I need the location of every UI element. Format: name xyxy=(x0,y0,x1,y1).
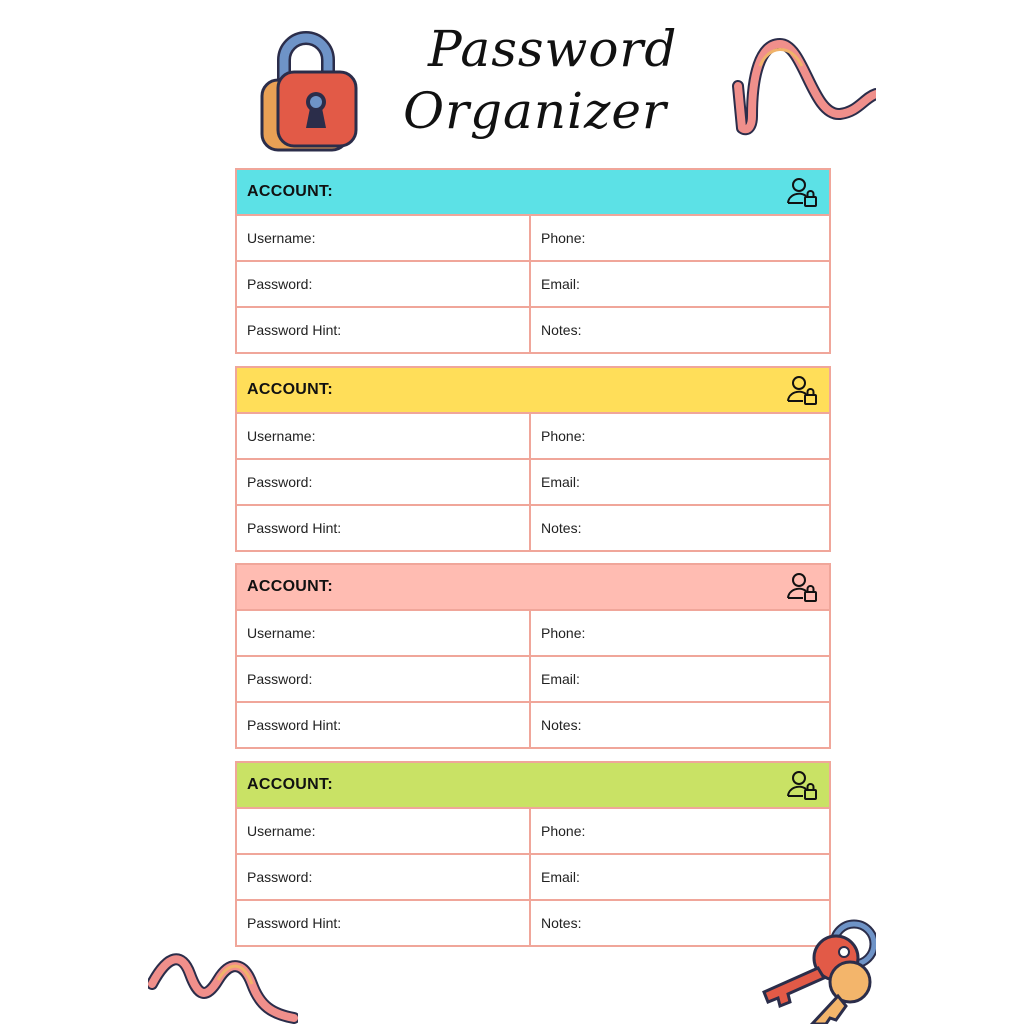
email-field[interactable]: Email: xyxy=(541,671,580,687)
table-row xyxy=(237,809,829,855)
password-hint-field[interactable]: Password Hint: xyxy=(237,703,531,747)
table-row xyxy=(237,855,829,901)
table-row xyxy=(237,506,829,550)
password-hint-field[interactable]: Password Hint: xyxy=(237,308,531,352)
email-field[interactable]: Email: xyxy=(541,869,580,885)
account-card-2 xyxy=(235,366,831,552)
table-row xyxy=(237,657,829,703)
account-header xyxy=(237,763,829,809)
phone-field[interactable]: Phone: xyxy=(541,428,586,444)
account-label: ACCOUNT: xyxy=(247,381,333,398)
user-lock-icon xyxy=(785,768,819,802)
organizer-page xyxy=(148,0,876,1024)
email-field[interactable]: Email: xyxy=(541,474,580,490)
username-field[interactable]: Username: xyxy=(237,414,531,458)
table-row xyxy=(237,611,829,657)
table-row xyxy=(237,216,829,262)
padlock-icon xyxy=(254,28,360,156)
squiggle-decoration-icon xyxy=(148,944,298,1024)
user-lock-icon xyxy=(785,175,819,209)
account-label: ACCOUNT: xyxy=(247,578,333,595)
username-field[interactable]: Username: xyxy=(237,611,531,655)
phone-field[interactable]: Phone: xyxy=(541,625,586,641)
notes-field[interactable]: Notes: xyxy=(541,717,582,733)
username-field[interactable]: Username: xyxy=(237,809,531,853)
account-label: ACCOUNT: xyxy=(247,776,333,793)
table-row xyxy=(237,308,829,352)
password-field[interactable]: Password: xyxy=(237,262,531,306)
phone-field[interactable]: Phone: xyxy=(541,230,586,246)
table-row xyxy=(237,460,829,506)
password-hint-field[interactable]: Password Hint: xyxy=(237,901,531,945)
account-card-4 xyxy=(235,761,831,947)
title-line-2: Organizer xyxy=(403,82,667,140)
password-field[interactable]: Password: xyxy=(237,855,531,899)
table-row xyxy=(237,262,829,308)
username-field[interactable]: Username: xyxy=(237,216,531,260)
user-lock-icon xyxy=(785,373,819,407)
keys-icon xyxy=(754,902,876,1024)
notes-field[interactable]: Notes: xyxy=(541,322,582,338)
account-header xyxy=(237,368,829,414)
title-line-1: Password xyxy=(428,20,678,78)
account-header xyxy=(237,170,829,216)
account-card-3 xyxy=(235,563,831,749)
page-title xyxy=(403,18,678,142)
password-field[interactable]: Password: xyxy=(237,657,531,701)
squiggle-decoration-icon xyxy=(730,36,876,136)
table-row xyxy=(237,703,829,747)
email-field[interactable]: Email: xyxy=(541,276,580,292)
password-hint-field[interactable]: Password Hint: xyxy=(237,506,531,550)
user-lock-icon xyxy=(785,570,819,604)
account-label: ACCOUNT: xyxy=(247,183,333,200)
notes-field[interactable]: Notes: xyxy=(541,915,582,931)
phone-field[interactable]: Phone: xyxy=(541,823,586,839)
table-row xyxy=(237,414,829,460)
password-field[interactable]: Password: xyxy=(237,460,531,504)
notes-field[interactable]: Notes: xyxy=(541,520,582,536)
account-header xyxy=(237,565,829,611)
table-row xyxy=(237,901,829,945)
account-card-1 xyxy=(235,168,831,354)
